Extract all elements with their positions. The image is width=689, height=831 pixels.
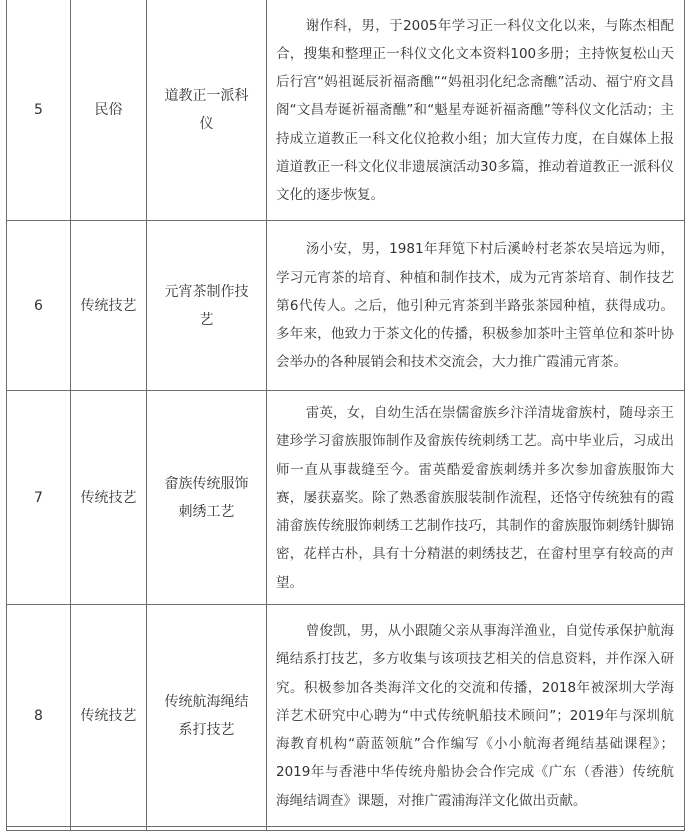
table-row	[7, 391, 685, 605]
inheritor-description: 汤小安，男，1981年拜笕下村后溪岭村老茶农吴培远为师，学习元宵茶的培育、种植和制作技术，成为元宵茶培育、制作技艺第6代传人。之后，他引种元宵茶到半路张茶园种植，获得成功。多年来，他致力于茶文化的传播，积极参加茶叶主管单位和茶叶协会举办的各种展销会和技术交流会，大力推广霞浦元宵茶。	[276, 241, 674, 371]
row-number: 8	[34, 707, 43, 724]
project-cell	[147, 0, 267, 221]
category-cell	[71, 391, 147, 605]
heritage-inheritors-table-container	[6, 0, 684, 831]
row-number-cell	[7, 605, 71, 827]
project-cell	[147, 221, 267, 391]
row-number-cell	[7, 391, 71, 605]
row-number: 7	[34, 489, 43, 506]
row-number: 6	[34, 297, 43, 314]
category-text: 传统技艺	[80, 489, 137, 506]
category-cell	[71, 0, 147, 221]
project-cell	[147, 605, 267, 827]
description-cell	[267, 391, 685, 605]
category-text: 民俗	[94, 102, 123, 118]
table-row	[7, 221, 685, 391]
inheritor-description: 雷英，女，自幼生活在崇儒畲族乡汴洋清垅畲族村，随母亲王建珍学习畲族服饰制作及畲族传统刺绣工艺。高中毕业后，习成出师一直从事裁缝至今。雷英酷爱畲族刺绣并多次参加畲族服饰大赛，屡获嘉奖。除了熟悉畲族服装制作流程，还恪守传统独有的霞浦畲族传统服饰刺绣工艺制作技巧，其制作的畲族服饰刺绣针脚锦密，花样古朴，具有十分精湛的刺绣技艺，在畲村里享有较高的声望。	[276, 405, 674, 591]
description-cell	[267, 605, 685, 827]
table-row	[7, 605, 685, 827]
project-cell	[147, 391, 267, 605]
project-name: 道教正一派科仪	[164, 88, 249, 132]
row-number-cell	[7, 221, 71, 391]
description-cell	[267, 0, 685, 221]
description-cell	[267, 221, 685, 391]
table-row	[7, 0, 685, 221]
project-name: 传统航海绳结系打技艺	[164, 693, 249, 738]
project-name: 畲族传统服饰刺绣工艺	[164, 475, 249, 520]
project-name: 元宵茶制作技艺	[164, 283, 249, 328]
row-number-cell	[7, 0, 71, 221]
heritage-inheritors-table	[6, 0, 685, 831]
inheritor-description: 曾俊凯，男，从小跟随父亲从事海洋渔业，自觉传承保护航海绳结系打技艺，多方收集与该项技艺相关的信息资料，并作深入研究。积极参加各类海洋文化的交流和传播，2018年被深圳大学海洋艺术研究中心聘为“中式传统帆船技术顾问”；2019年与深圳航海教育机构“蔚蓝领航”合作编写《小小航海者绳结基础课程》；2019年与香港中华传统舟船协会合作完成《广东（香港）传统航海绳结调查》课题，对推广霞浦海洋文化做出贡献。	[276, 623, 674, 809]
category-cell	[71, 605, 147, 827]
row-number: 5	[34, 102, 43, 118]
category-text: 传统技艺	[80, 707, 137, 724]
category-cell	[71, 221, 147, 391]
inheritor-description: 谢作科，男，于2005年学习正一科仪文化以来，与陈杰相配合，搜集和整理正一科仪文化文本资料100多册；主持恢复松山天后行宫“妈祖诞辰祈福斋醮”“妈祖羽化纪念斋醮”活动、福宁府文昌阁“文昌寿诞祈福斋醮”和“魁星寿诞祈福斋醮”等科仪文化活动；主持成立道教正一科文化仪抢救小组；加大宣传力度，在自媒体上报道道教正一科文化仪非遗展演活动30多篇，推动着道教正一派科仪文化的逐步恢复。	[276, 17, 674, 203]
category-text: 传统技艺	[80, 297, 137, 314]
